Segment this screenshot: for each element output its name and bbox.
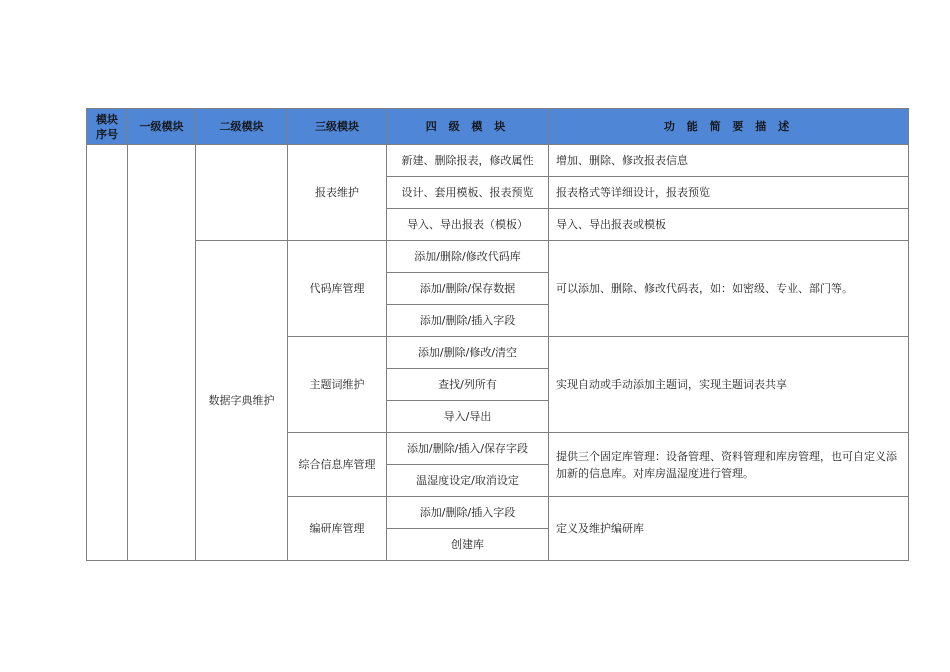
- level4-cell: 导入、导出报表（模板）: [387, 209, 549, 241]
- module-number-cell: [87, 145, 128, 561]
- table-row: [87, 241, 909, 273]
- level4-cell: 新建、删除报表，修改属性: [387, 145, 549, 177]
- level4-cell: 导入/导出: [387, 401, 549, 433]
- level2-data-dictionary: 数据字典维护: [196, 241, 288, 561]
- description-cell: 定义及维护编研库: [549, 497, 909, 561]
- header-module-number: 模块序号: [87, 109, 128, 145]
- level4-cell: 添加/删除/修改/清空: [387, 337, 549, 369]
- level3-report-maintenance: 报表维护: [288, 145, 387, 241]
- description-cell: 报表格式等详细设计，报表预览: [549, 177, 909, 209]
- level4-cell: 设计、套用模板、报表预览: [387, 177, 549, 209]
- level4-cell: 添加/删除/插入字段: [387, 305, 549, 337]
- level3-info-library: 综合信息库管理: [288, 433, 387, 497]
- level3-compilation-library: 编研库管理: [288, 497, 387, 561]
- level4-cell: 添加/删除/插入字段: [387, 497, 549, 529]
- header-level4-module: 四 级 模 块: [387, 109, 549, 145]
- level4-cell: 查找/列所有: [387, 369, 549, 401]
- table-row: [87, 145, 909, 177]
- header-row: [87, 109, 909, 145]
- level3-code-library: 代码库管理: [288, 241, 387, 337]
- level4-cell: 温湿度设定/取消设定: [387, 465, 549, 497]
- level1-module-cell: [128, 145, 196, 561]
- level4-cell: 添加/删除/插入/保存字段: [387, 433, 549, 465]
- header-function-description: 功 能 简 要 描 述: [549, 109, 909, 145]
- level4-cell: 添加/删除/修改代码库: [387, 241, 549, 273]
- description-cell: 增加、删除、修改报表信息: [549, 145, 909, 177]
- description-cell: 可以添加、删除、修改代码表，如：如密级、专业、部门等。: [549, 241, 909, 337]
- level2-module-cell-empty: [196, 145, 288, 241]
- level4-cell: 添加/删除/保存数据: [387, 273, 549, 305]
- header-level1-module: 一级模块: [128, 109, 196, 145]
- header-level2-module: 二级模块: [196, 109, 288, 145]
- description-cell: 提供三个固定库管理：设备管理、资料管理和库房管理，也可自定义添加新的信息库。对库房温湿度进行管理。: [549, 433, 909, 497]
- module-spec-table: [86, 108, 909, 561]
- level3-subject-terms: 主题词维护: [288, 337, 387, 433]
- level4-cell: 创建库: [387, 529, 549, 561]
- header-level3-module: 三级模块: [288, 109, 387, 145]
- description-cell: 实现自动或手动添加主题词，实现主题词表共享: [549, 337, 909, 433]
- description-cell: 导入、导出报表或模板: [549, 209, 909, 241]
